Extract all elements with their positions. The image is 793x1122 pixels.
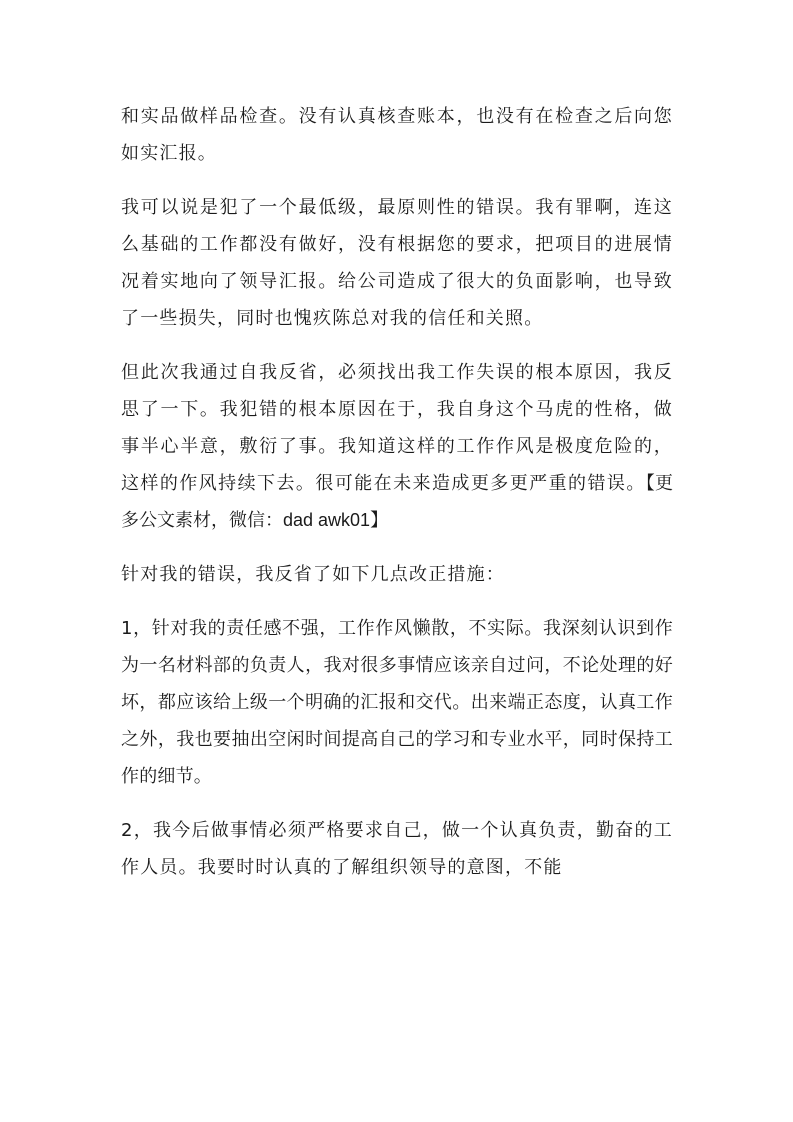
promo-note: 【更多公文素材，微信：dad awk01】 [121,473,674,530]
paragraph-2: 我可以说是犯了一个最低级，最原则性的错误。我有罪啊，连这么基础的工作都没有做好，没有根据您的要求，把项目的进展情况着实地向了领导汇报。给公司造成了很大的负面影响，也导致了一些损失，同时也愧疚陈总对我的信任和关照。 [121,197,673,329]
paragraph-1: 和实品做样品检查。没有认真核查账本，也没有在检查之后向您如实汇报。 [121,106,673,164]
paragraph-4: 针对我的错误，我反省了如下几点改正措施： [121,564,505,585]
paragraph-6: 2，我今后做事情必须严格要求自己，做一个认真负责，勤奋的工作人员。我要时时认真的了解组织领导的意图，不能 [121,820,673,878]
document-body [121,98,673,903]
paragraph-5: 1，针对我的责任感不强，工作作风懒散，不实际。我深刻认识到作为一名材料部的负责人，我对很多事情应该亲自过问，不论处理的好坏，都应该给上级一个明确的汇报和交代。出来端正态度，认真工作之外，我也要抽出空闲时间提高自己的学习和专业水平，同时保持工作的细节。 [121,618,673,787]
paragraph-3-text: 但此次我通过自我反省，必须找出我工作失误的根本原因，我反思了一下。我犯错的根本原因在于，我自身这个马虎的性格，做事半心半意，敷衍了事。我知道这样的工作作风是极度危险的，这样的作风持续下去。很可能在未来造成更多更严重的错误。 [121,362,673,494]
paragraph-3 [121,354,673,539]
